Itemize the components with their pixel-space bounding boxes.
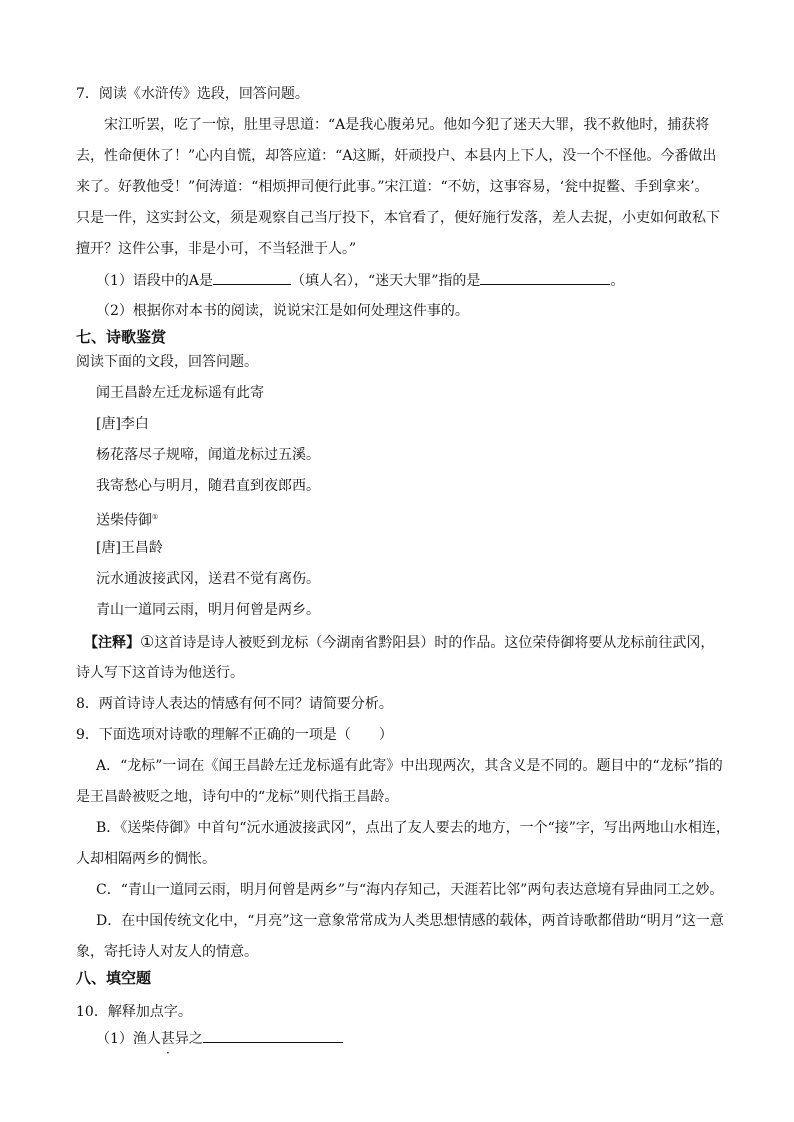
answer-blank-name[interactable] <box>213 270 291 285</box>
poem2-line-1: 沅水通波接武冈，送君不觉有离伤。 <box>96 571 320 587</box>
note-mark: ① <box>140 632 155 651</box>
poem1-line-2: 我寄愁心与明月，随君直到夜郎西。 <box>96 478 320 494</box>
poem1-line-1: 杨花落尽子规啼，闻道龙标过五溪。 <box>96 447 320 463</box>
q7-passage-line-2: 去，性命便休了！”心内自慌，却答应道：“A这厮，奸顽投户、本县内上下人，没一个不怪他。今番做出 <box>76 148 717 164</box>
q7-sub1-part-b: （填人名），“迷天大罪”指的是 <box>291 273 481 289</box>
q7-passage-line-3: 来了。好教他受！”何涛道：“相烦押司便行此事。”宋江道：“不妨，这事容易，‘瓮中捉鳖、手到拿来’。 <box>76 179 709 195</box>
q7-passage-line-5: 擅开？这件公事，非是小可，不当轻泄于人。” <box>76 241 357 257</box>
q7-sub1-part-a: （1）语段中的A是 <box>96 273 214 289</box>
q8-text: 8．两首诗诗人表达的情感有何不同？请简要分析。 <box>76 696 393 712</box>
q10-sub1-pre: （1）渔人 <box>96 1031 161 1047</box>
q9-option-a-line-2: 是王昌龄被贬之地，诗句中的“龙标”则代指王昌龄。 <box>76 789 399 805</box>
poem2-note-mark: ① <box>152 513 159 521</box>
poem1-title: 闻王昌龄左迁龙标遥有此寄 <box>96 385 264 401</box>
note-line-1: 这首诗是诗人被贬到龙标（今湖南省黔阳县）时的作品。这位荣侍御将要从龙标前往武冈， <box>154 635 715 651</box>
q7-sub2: （2）根据你对本书的阅读，说说宋江是如何处理这件事的。 <box>96 303 469 319</box>
q10-sub1 <box>96 1028 343 1049</box>
q9-option-b-line-1[interactable]: B．《送柴侍御》中首句“沅水通波接武冈”，点出了友人要去的地方，一个“接”字，写出两地山水相连， <box>96 820 730 836</box>
poem2-title <box>96 507 158 531</box>
q10-text: 10．解释加点字。 <box>76 1004 192 1020</box>
q9-option-c-line-1[interactable]: C．“青山一道同云雨，明月何曾是两乡”与“海内存知己，天涯若比邻”两句表达意境有异曲同工之妙。 <box>96 882 724 898</box>
q7-sub1-part-c: 。 <box>610 273 625 289</box>
q7-passage-line-1: 宋江听罢，吃了一惊，肚里寻思道：“A是我心腹弟兄。他如今犯了迷天大罪，我不救他时，捕获将 <box>104 117 710 133</box>
poem1-author: [唐]李白 <box>96 416 149 432</box>
poem2-line-2: 青山一道同云雨，明月何曾是两乡。 <box>96 602 320 618</box>
q9-option-d-line-2: 象，寄托诗人对友人的情意。 <box>76 944 258 960</box>
q9-option-a-line-1[interactable]: A．“龙标”一词在《闻王昌龄左迁龙标遥有此寄》中出现两次，其含义是不同的。题目中的“龙标”指的 <box>96 758 723 774</box>
q7-title: 7．阅读《水浒传》选段，回答问题。 <box>76 86 309 102</box>
section-8-title: 八、填空题 <box>76 969 152 987</box>
poem-note <box>84 632 714 653</box>
q10-dotted-char: 甚 <box>160 1031 175 1047</box>
note-label: 【注释】 <box>84 635 140 651</box>
q9-stem: 9．下面选项对诗歌的理解不正确的一项是（ ） <box>76 727 393 743</box>
q10-sub1-post: 异之 <box>174 1031 203 1047</box>
q9-option-b-line-2: 人却相隔两乡的惆怅。 <box>76 851 216 867</box>
poem2-title-text: 送柴侍御 <box>96 512 152 529</box>
section-7-title: 七、诗歌鉴赏 <box>76 328 167 346</box>
answer-blank-q10-1[interactable] <box>203 1028 343 1043</box>
q7-passage-line-4: 只是一件，这实封公文，须是观察自己当厅投下，本官看了，便好施行发落，差人去捉，小吏如何敢私下 <box>76 210 720 226</box>
poem2-author: [唐]王昌龄 <box>96 540 163 556</box>
note-line-2: 诗人写下这首诗为他送行。 <box>76 665 244 681</box>
section-7-intro: 阅读下面的文段，回答问题。 <box>76 354 258 370</box>
answer-blank-crime[interactable] <box>480 270 610 285</box>
q7-sub1 <box>96 270 624 291</box>
q9-option-d-line-1[interactable]: D．在中国传统文化中，“月亮”这一意象常常成为人类思想情感的载体，两首诗歌都借助“明月”这一意 <box>96 913 724 929</box>
